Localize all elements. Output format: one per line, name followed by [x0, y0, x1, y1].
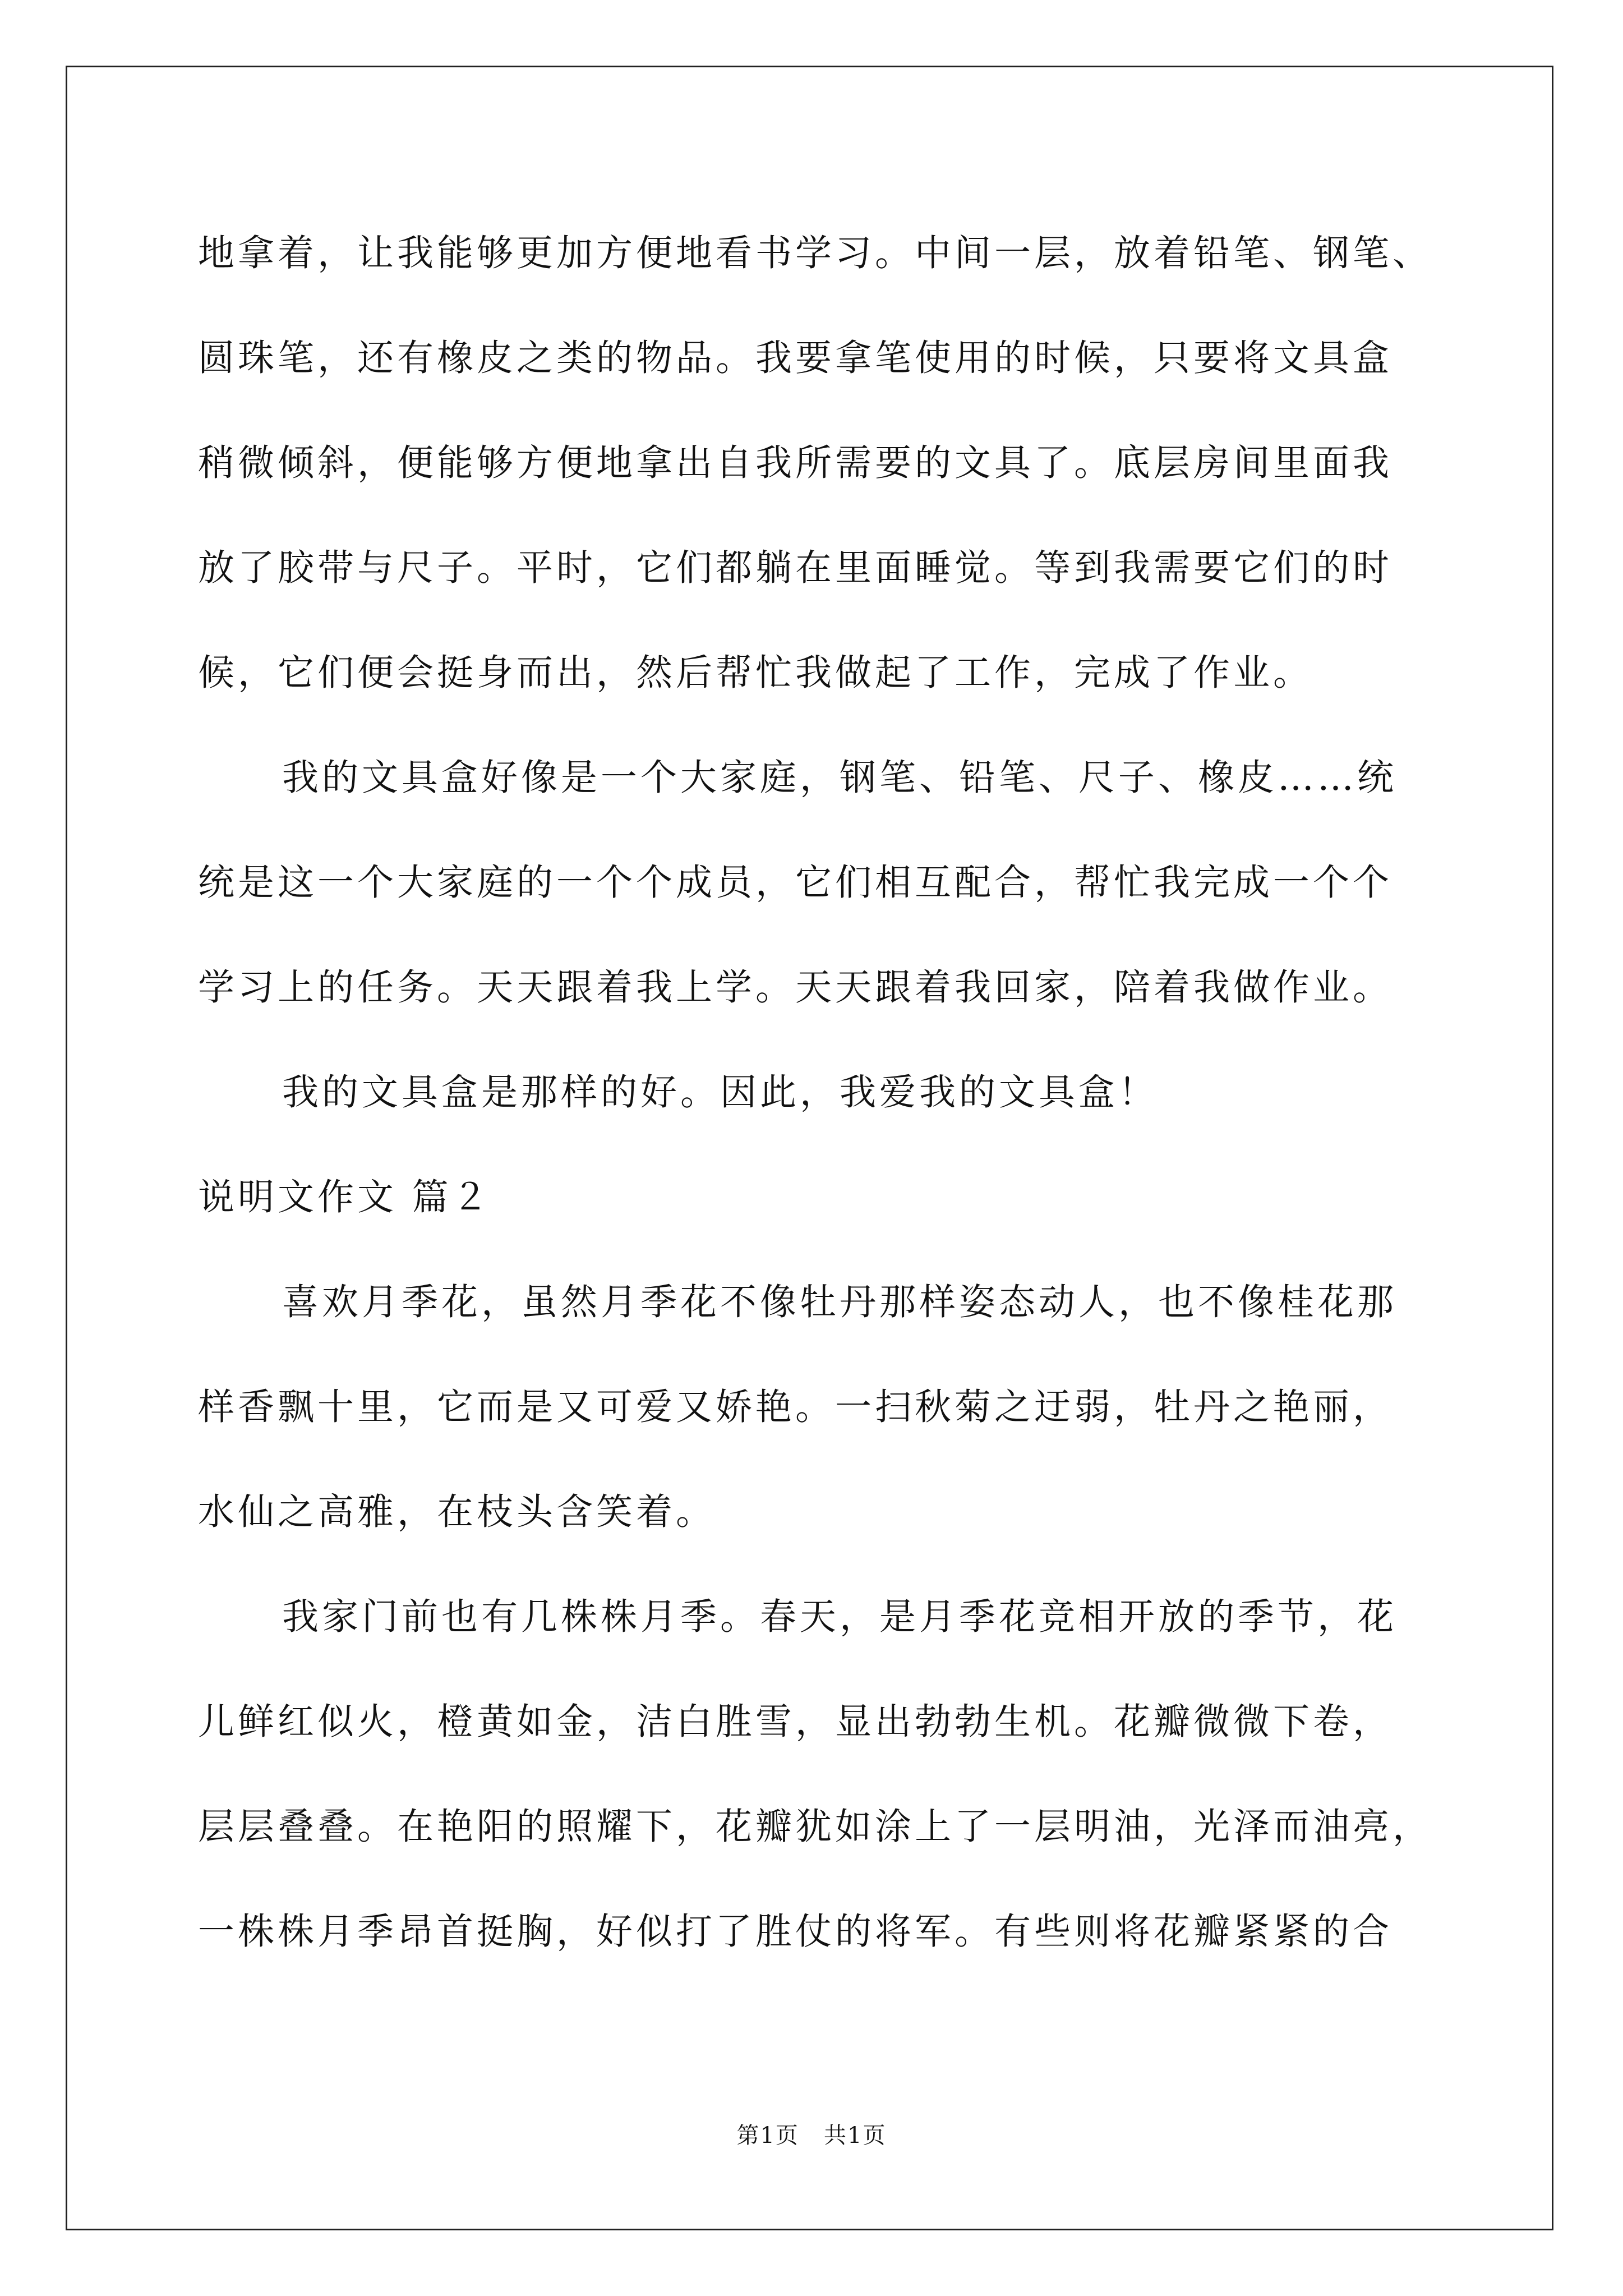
text-line: 我的文具盒是那样的好。因此，我爱我的文具盒！ — [282, 1071, 1159, 1114]
text-line: 学习上的任务。天天跟着我上学。天天跟着我回家，陪着我做作业。 — [198, 967, 1393, 1009]
text-line: 放了胶带与尺子。平时，它们都躺在里面睡觉。等到我需要它们的时 — [198, 547, 1393, 589]
text-line: 我的文具盒好像是一个大家庭，钢笔、铅笔、尺子、橡皮……统 — [282, 757, 1398, 799]
text-line: 层层叠叠。在艳阳的照耀下，花瓣犹如涂上了一层明油，光泽而油亮， — [198, 1806, 1433, 1848]
document-body — [198, 201, 1437, 1984]
page-footer: 第1页 共1页 — [736, 2123, 887, 2148]
text-line: 儿鲜红似火，橙黄如金，洁白胜雪，显出勃勃生机。花瓣微微下卷， — [198, 1701, 1393, 1743]
text-line: 喜欢月季花，虽然月季花不像牡丹那样姿态动人，也不像桂花那 — [282, 1281, 1398, 1323]
text-line: 我家门前也有几株株月季。春天，是月季花竞相开放的季节，花 — [282, 1596, 1398, 1638]
section-heading: 说明文作文 篇２ — [198, 1176, 492, 1218]
text-line: 稍微倾斜，便能够方便地拿出自我所需要的文具了。底层房间里面我 — [198, 442, 1393, 484]
text-line: 地拿着，让我能够更加方便地看书学习。中间一层，放着铅笔、钢笔、 — [198, 232, 1433, 274]
text-line: 水仙之高雅，在枝头含笑着。 — [198, 1491, 716, 1533]
text-line: 一株株月季昂首挺胸，好似打了胜仗的将军。有些则将花瓣紧紧的合 — [198, 1911, 1393, 1953]
text-line: 候，它们便会挺身而出，然后帮忙我做起了工作，完成了作业。 — [198, 652, 1313, 694]
text-line: 圆珠笔，还有橡皮之类的物品。我要拿笔使用的时候，只要将文具盒 — [198, 337, 1393, 379]
text-line: 统是这一个大家庭的一个个成员，它们相互配合，帮忙我完成一个个 — [198, 862, 1393, 904]
text-line: 样香飘十里，它而是又可爱又娇艳。一扫秋菊之迂弱，牡丹之艳丽， — [198, 1386, 1393, 1428]
